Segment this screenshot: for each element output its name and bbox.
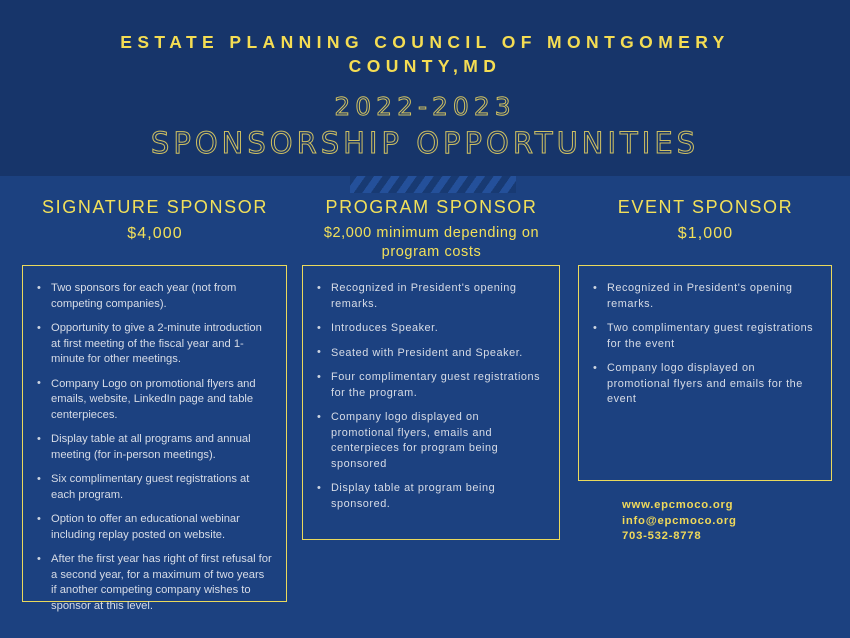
list-item: • Company Logo on promotional flyers and emails, website, LinkedIn page and table centerpieces. — [35, 377, 272, 424]
tier-name-event: EVENT SPONSOR — [617, 197, 794, 217]
list-item: • Opportunity to give a 2-minute introduction at first meeting of the fiscal year and 1-minute for other meetings. — [35, 321, 272, 368]
benefits-list-event — [579, 266, 831, 408]
list-item: • Display table at program being sponsored. — [315, 481, 545, 512]
sponsor-column-program — [302, 196, 561, 262]
benefits-list-program — [303, 266, 559, 512]
organization-title: ESTATE PLANNING COUNCIL OF MONTGOMERY COUNTY,MD — [120, 32, 730, 76]
sponsor-column-event — [578, 196, 833, 244]
list-item: • Recognized in President's opening remarks. — [591, 281, 817, 312]
contact-website[interactable]: www.epcmoco.org — [622, 499, 734, 511]
list-item: • Option to offer an educational webinar including replay posted on website. — [35, 512, 272, 543]
benefits-box-signature — [22, 265, 287, 612]
contact-block — [622, 498, 737, 545]
list-item: • Display table at all programs and annual meeting (for in-person meetings). — [35, 432, 272, 463]
list-item: • Recognized in President's opening remarks. — [315, 281, 545, 312]
list-item: • Company logo displayed on promotional flyers and emails for the event — [591, 361, 817, 408]
list-item: • After the first year has right of first refusal for a second year, for a maximum of two years if another competing company wishes to sponsor at this level. — [35, 552, 272, 614]
tier-price-signature: $4,000 — [127, 225, 183, 242]
benefits-box-event — [578, 265, 832, 481]
tier-price-program: $2,000 minimum depending on program costs — [323, 225, 540, 260]
contact-email[interactable]: info@epcmoco.org — [622, 514, 737, 527]
tier-price-event: $1,000 — [677, 225, 734, 242]
list-item: • Company logo displayed on promotional flyers, emails and centerpieces for program being sponsored — [315, 410, 545, 472]
list-item: • Two complimentary guest registrations for the event — [591, 321, 817, 352]
contact-phone[interactable]: 703-532-8778 — [622, 530, 702, 542]
list-item: • Introduces Speaker. — [315, 321, 545, 337]
list-item: • Seated with President and Speaker. — [315, 346, 545, 362]
benefits-box-program — [302, 265, 560, 540]
tier-name-program: PROGRAM SPONSOR — [325, 197, 538, 217]
list-item: • Four complimentary guest registrations for the program. — [315, 370, 545, 401]
year-range-title: 2022-2023 — [334, 92, 516, 121]
sponsorship-subtitle: SPONSORSHIP OPPORTUNITIES — [150, 126, 700, 160]
benefits-list-signature — [23, 266, 286, 614]
list-item: • Two sponsors for each year (not from competing companies). — [35, 281, 272, 312]
header-band — [0, 0, 850, 176]
tier-name-signature: SIGNATURE SPONSOR — [42, 197, 268, 217]
diagonal-stripes-decoration — [350, 176, 516, 193]
sponsor-column-signature — [22, 196, 288, 244]
list-item: • Six complimentary guest registrations at each program. — [35, 472, 272, 503]
